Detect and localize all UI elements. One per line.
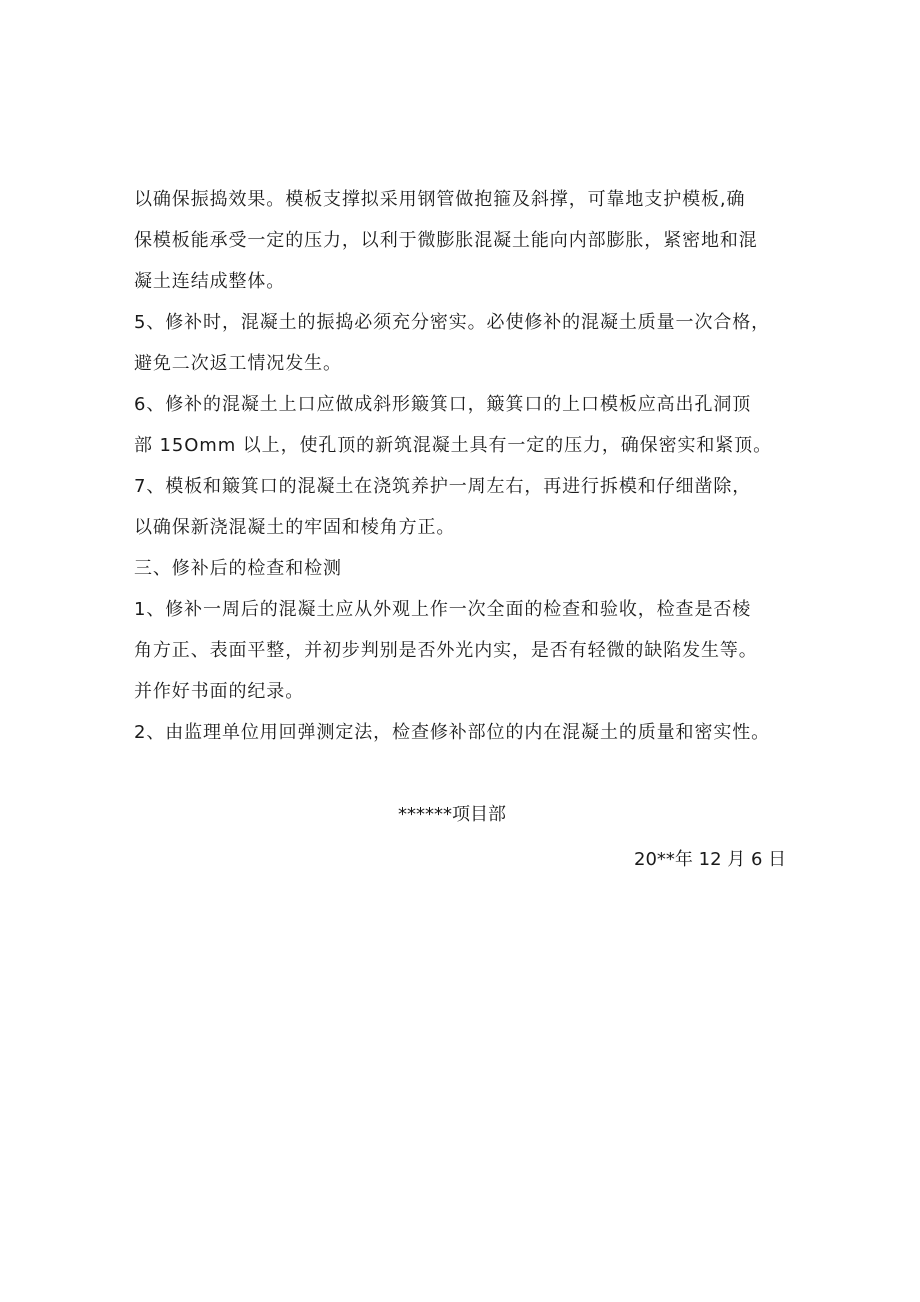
paragraph-line-1: 以确保振捣效果。模板支撑拟采用钢管做抱箍及斜撑，可靠地支护模板,确 [134,189,746,210]
item-6-line-2: 部 15Omm 以上，使孔顶的新筑混凝土具有一定的压力，确保密实和紧顶。 [134,435,772,456]
check-item-1-line-1: 1、修补一周后的混凝土应从外观上作一次全面的检查和验收，检查是否棱 [134,599,752,620]
section-heading: 三、修补后的检查和检测 [134,558,342,579]
check-item-1-line-2: 角方正、表面平整，并初步判别是否外光内实，是否有轻微的缺陷发生等。 [134,640,758,661]
paragraph-line-2: 保模板能承受一定的压力，以利于微膨胀混凝土能向内部膨胀，紧密地和混 [134,230,758,251]
signature-date: 20**年 12 月 6 日 [634,849,787,870]
item-6-line-1: 6、修补的混凝土上口应做成斜形簸箕口，簸箕口的上口模板应高出孔洞顶 [134,394,752,415]
item-5-line-1: 5、修补时，混凝土的振捣必须充分密实。必使修补的混凝土质量一次合格， [134,312,771,333]
check-item-2-line-1: 2、由监理单位用回弹测定法，检查修补部位的内在混凝土的质量和密实性。 [134,722,771,743]
signature-department: ******项目部 [398,804,506,825]
item-5-line-2: 避免二次返工情况发生。 [134,353,342,374]
paragraph-line-3: 凝土连结成整体。 [134,271,286,292]
body-text [134,185,814,759]
check-item-1-line-3: 并作好书面的纪录。 [134,681,305,702]
item-7-line-2: 以确保新浇混凝土的牢固和棱角方正。 [134,517,456,538]
item-7-line-1: 7、模板和簸箕口的混凝土在浇筑养护一周左右，再进行拆模和仔细凿除， [134,476,752,497]
